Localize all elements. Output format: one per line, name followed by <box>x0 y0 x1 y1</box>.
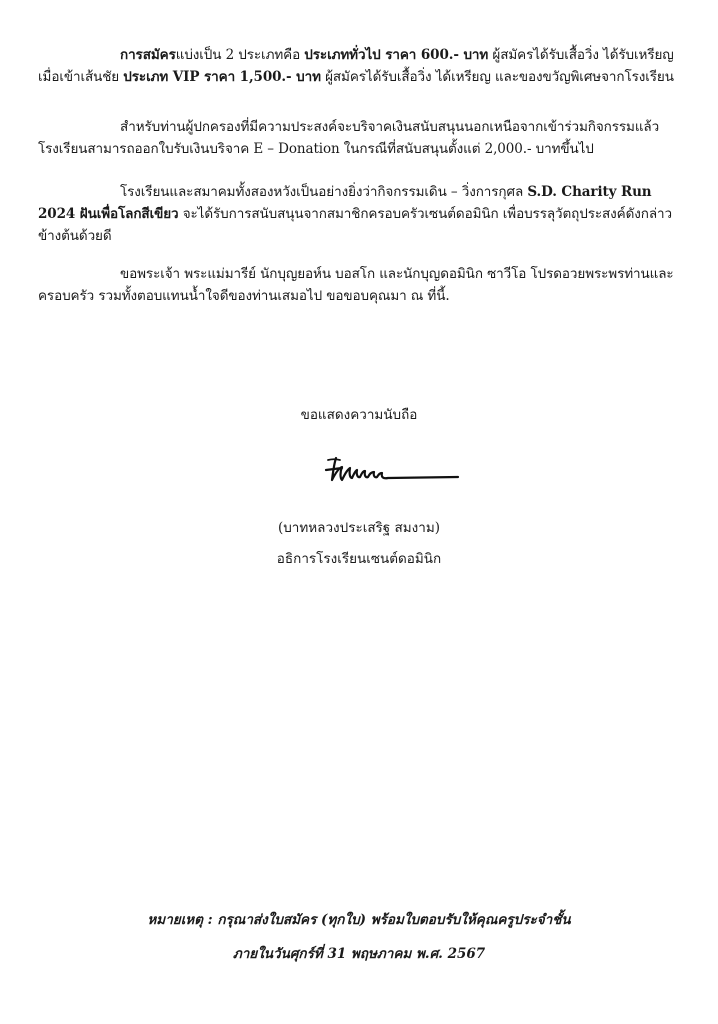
signer-name: (บาทหลวงประเสริฐ สมงาม) <box>277 520 441 536</box>
closing-salutation: ขอแสดงความนับถือ <box>300 407 418 423</box>
paragraph-blessing: ขอพระเจ้า พระแม่มารีย์ นักบุญยอห์น บอสโก และนักบุญดอมินิก ซาวีโอ โปรดอวยพระพรท่านและครอบครัว รวมทั้งตอบแทนน้ำใจดีของท่านเสมอไป ขอขอบคุณมา ณ ที่นี้. <box>38 266 674 304</box>
hope-intro: โรงเรียนและสมาคมทั้งสองหวังเป็นอย่างยิ่งว่ากิจกรรมเดิน – วิ่งการกุศล <box>120 184 528 200</box>
vip-benefits: ผู้สมัครได้รับเสื้อวิ่ง ได้เหรียญ และของขวัญพิเศษจากโรงเรียน <box>320 69 674 85</box>
note-label: หมายเหตุ : <box>147 912 213 928</box>
general-category: ประเภททั่วไป ราคา 600.- บาท <box>304 47 489 63</box>
note-text-1: กรุณาส่งใบสมัคร (ทุกใบ) พร้อมใบตอบรับให้คุณครูประจำชั้น <box>212 912 571 928</box>
hope-outro: จะได้รับการสนับสนุนจากสมาชิกครอบครัวเซนต์ดอมินิก เพื่อบรรลุวัตถุประสงค์ดังกล่าวข้างต้นด้วยดี <box>38 206 672 244</box>
signature-image <box>318 450 468 490</box>
paragraph-donation: สำหรับท่านผู้ปกครองที่มีความประสงค์จะบริจาคเงินสนับสนุนนอกเหนือจากเข้าร่วมกิจกรรมแล้ว โรงเรียนสามารถออกใบรับเงินบริจาค E – Donation ในกรณีที่สนับสนุนตั้งแต่ 2,000.- บาทขึ้นไป <box>38 119 660 157</box>
vip-category: ประเภท VIP ราคา 1,500.- บาท <box>123 69 321 85</box>
paragraph-hope <box>38 181 680 247</box>
registration-intro: แบ่งเป็น 2 ประเภทคือ <box>175 47 305 63</box>
signer-title: อธิการโรงเรียนเซนต์ดอมินิก <box>276 551 442 567</box>
paragraph-registration <box>38 44 680 88</box>
registration-heading: การสมัคร <box>120 47 176 63</box>
event-name: S.D. Charity Run 2024 ฝันเพื่อโลกสีเขียว <box>38 184 652 222</box>
general-benefits: ผู้สมัครได้รับเสื้อวิ่ง ได้รับเหรียญเมื่อเข้าเส้นชัย <box>38 47 674 85</box>
note-line-2: ภายในวันศุกร์ที่ 31 พฤษภาคม พ.ศ. 2567 <box>232 946 486 962</box>
note-line-1 <box>0 908 718 930</box>
